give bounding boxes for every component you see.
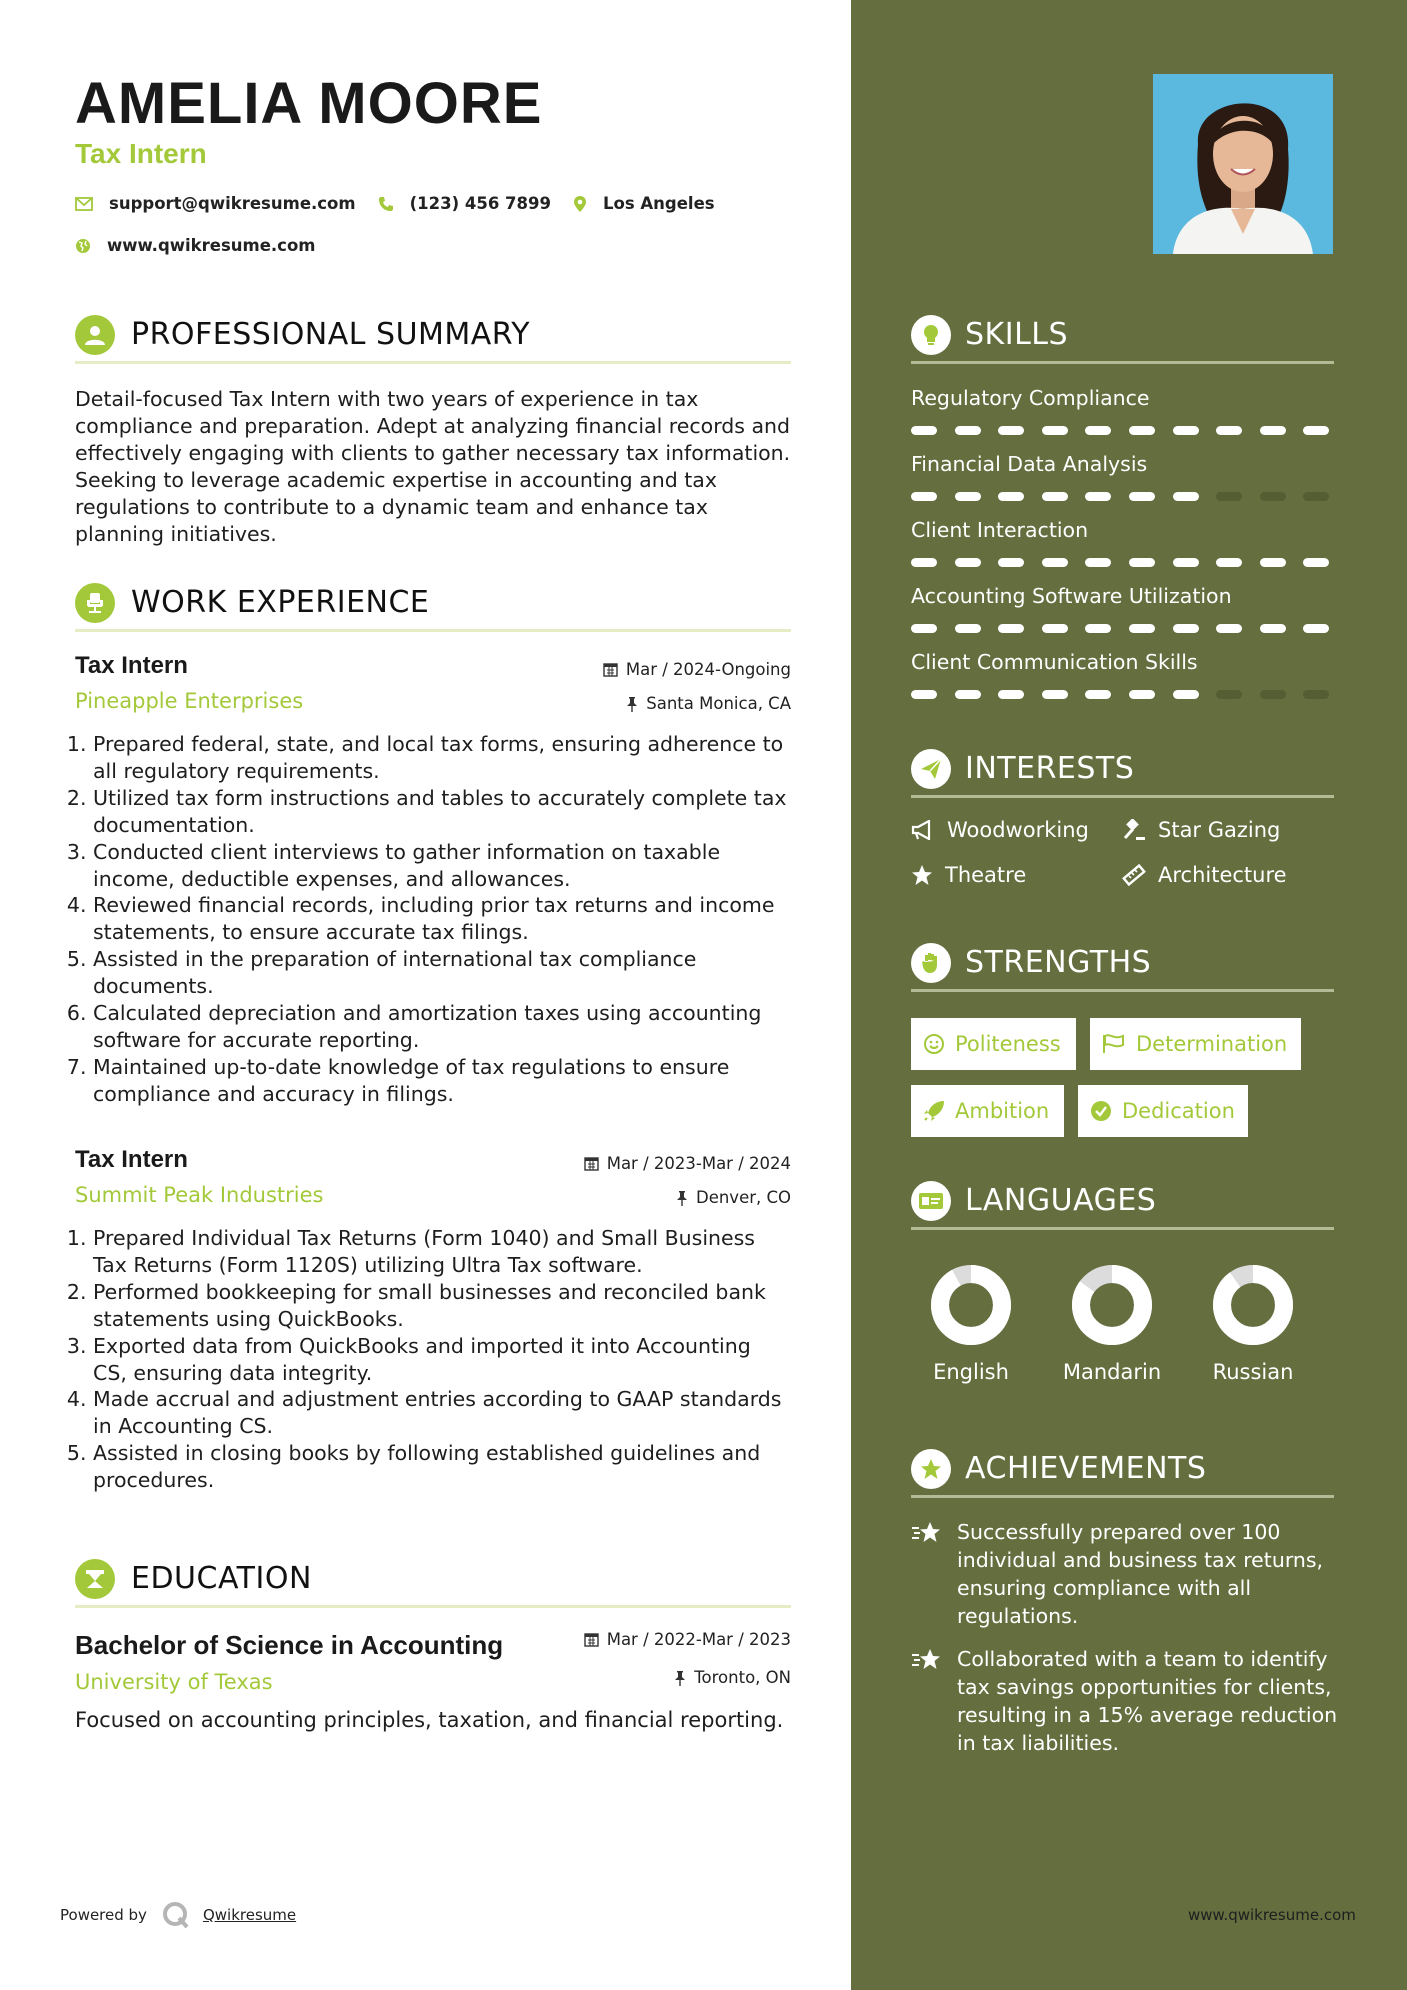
language-name: Russian [1212,1360,1294,1384]
skill-dot [1129,426,1155,435]
skill-dot [1216,558,1242,567]
skill-dot [955,426,981,435]
skill-dot [1303,558,1329,567]
skill-dot [955,558,981,567]
graduation-icon [75,1559,115,1599]
list-item: 2. Performed bookkeeping for small businesses and reconciled bank statements using QuickBooks. [93,1279,791,1333]
contact-row [75,194,737,213]
user-icon [75,315,115,355]
skill-dot [955,624,981,633]
website-text: www.qwikresume.com [107,236,316,255]
skill-dot [911,492,937,501]
skill-dot [1042,492,1068,501]
skill-dot [1042,690,1068,699]
skill-rating [911,492,1334,501]
degree-title: Bachelor of Science in Accounting [75,1630,504,1660]
gavel-icon [1122,819,1146,841]
skill-dot [1085,558,1111,567]
strength-badge: Ambition [911,1085,1064,1137]
strengths-heading [911,936,1334,992]
language-item [901,1262,1041,1384]
achievement-item: Collaborated with a team to identify tax savings opportunities for clients, resulting in a 15% average reduction in tax liabilities. [911,1645,1341,1757]
skill-dot [1173,690,1199,699]
contact-website[interactable] [75,236,315,255]
ruler-icon [1122,864,1146,886]
job-entry [75,1146,791,1494]
footer-website[interactable]: www.qwikresume.com [1188,1906,1356,1924]
job-location: Santa Monica, CA [626,694,791,713]
contact-location [573,194,715,213]
skill-dot [1303,426,1329,435]
strengths-title: STRENGTHS [965,945,1152,980]
achievements-heading [911,1442,1334,1498]
skill-dot [955,690,981,699]
list-item: 6. Calculated depreciation and amortization taxes using accounting software for accurate reporting. [93,1000,791,1054]
email-text: support@qwikresume.com [109,194,356,213]
candidate-title: Tax Intern [75,138,207,169]
skill-dot [1085,624,1111,633]
job-date: Mar / 2024-Ongoing [603,660,791,679]
skill-dot [1303,624,1329,633]
education-location: Toronto, ON [674,1668,791,1687]
achievement-item: Successfully prepared over 100 individual and business tax returns, ensuring compliance with all regulations. [911,1518,1341,1630]
skill-dot [1085,690,1111,699]
skill-dot [1216,624,1242,633]
skill-rating [911,690,1334,699]
interest-item: Architecture [1122,863,1287,887]
donut-fill [940,1274,1002,1336]
contact-row-2 [75,236,337,255]
check-circle-icon [1090,1100,1112,1122]
contact-phone[interactable] [378,194,551,213]
education-entry [75,1630,791,1732]
interests-title: INTERESTS [965,751,1135,786]
skill-dot [911,690,937,699]
skill-dot [1173,492,1199,501]
skill-item [911,386,1334,435]
contact-email[interactable] [75,194,356,213]
skill-name: Regulatory Compliance [911,386,1150,410]
job-location: Denver, CO [676,1188,791,1207]
calendar-icon [584,1632,599,1647]
donut-fill [1222,1274,1284,1336]
skill-dot [1303,690,1329,699]
qwikresume-link[interactable]: Qwikresume [202,1906,297,1924]
strength-badge: Politeness [911,1018,1076,1070]
calendar-icon [584,1156,599,1171]
skill-dot [1303,492,1329,501]
strength-badge: Dedication [1078,1085,1248,1137]
pushpin-icon [626,696,638,712]
skill-name: Financial Data Analysis [911,452,1148,476]
skill-dot [1129,690,1155,699]
school-name: University of Texas [75,1670,273,1694]
rocket-icon [923,1100,945,1122]
language-item [1183,1262,1323,1384]
skill-dot [911,558,937,567]
envelope-icon [75,197,93,211]
summary-heading [75,308,791,364]
paper-plane-icon [911,749,951,789]
skill-item [911,584,1334,633]
shooting-star-icon [911,1520,943,1546]
skills-title: SKILLS [965,317,1069,352]
profile-photo [1153,74,1333,254]
list-item: 2. Utilized tax form instructions and tables to accurately complete tax documentation. [93,785,791,839]
skill-dot [911,624,937,633]
bullhorn-icon [911,820,935,840]
skill-dot [1129,492,1155,501]
language-donut [1210,1262,1296,1348]
id-card-icon [911,1181,951,1221]
skill-dot [998,690,1024,699]
interests-heading [911,742,1334,798]
office-chair-icon [75,583,115,623]
map-pin-icon [573,195,587,213]
education-heading [75,1552,791,1608]
list-item: 3. Conducted client interviews to gather information on taxable income, deductible expenses, and allowances. [93,839,791,893]
globe-icon [75,238,91,254]
award-star-icon [911,1449,951,1489]
achievements-title: ACHIEVEMENTS [965,1451,1207,1486]
list-item: 1. Prepared Individual Tax Returns (Form 1040) and Small Business Tax Returns (Form 1120S) utilizing Ultra Tax software. [93,1225,791,1279]
job-entry [75,652,791,1108]
skill-dot [1173,426,1199,435]
pushpin-icon [674,1670,686,1686]
skill-dot [1129,558,1155,567]
education-title: EDUCATION [131,1561,312,1596]
job-company: Pineapple Enterprises [75,689,304,713]
language-name: English [933,1360,1009,1384]
skill-dot [1042,558,1068,567]
language-item [1042,1262,1182,1384]
skill-dot [1173,558,1199,567]
experience-title: WORK EXPERIENCE [131,585,430,620]
lightbulb-icon [911,315,951,355]
job-date: Mar / 2023-Mar / 2024 [584,1154,791,1173]
summary-title: PROFESSIONAL SUMMARY [131,317,531,352]
languages-heading [911,1174,1334,1230]
list-item: 5. Assisted in the preparation of international tax compliance documents. [93,946,791,1000]
list-item: 5. Assisted in closing books by following established guidelines and procedures. [93,1440,791,1494]
skill-dot [1216,492,1242,501]
skill-dot [1260,492,1286,501]
skill-dot [1129,624,1155,633]
location-text: Los Angeles [602,194,715,213]
candidate-name: AMELIA MOORE [75,71,543,136]
powered-by [60,1900,296,1930]
skill-dot [998,492,1024,501]
pushpin-icon [676,1190,688,1206]
skill-dot [1085,426,1111,435]
powered-by-label: Powered by [60,1906,147,1924]
skill-dot [1260,558,1286,567]
education-description: Focused on accounting principles, taxation, and financial reporting. [75,1708,784,1732]
languages-title: LANGUAGES [965,1183,1157,1218]
interest-item: Theatre [911,863,1026,887]
job-company: Summit Peak Industries [75,1183,324,1207]
skill-rating [911,558,1334,567]
interest-item: Star Gazing [1122,818,1280,842]
skill-dot [1260,624,1286,633]
list-item: 3. Exported data from QuickBooks and imported it into Accounting CS, ensuring data integrity. [93,1333,791,1387]
smile-icon [923,1033,945,1055]
skill-dot [998,426,1024,435]
phone-icon [378,196,394,212]
skill-name: Accounting Software Utilization [911,584,1232,608]
interest-item: Woodworking [911,818,1089,842]
language-donut [1069,1262,1155,1348]
skill-dot [1216,690,1242,699]
skill-dot [1173,624,1199,633]
list-item: 7. Maintained up-to-date knowledge of tax regulations to ensure compliance and accuracy in filings. [93,1054,791,1108]
list-item: 4. Made accrual and adjustment entries according to GAAP standards in Accounting CS. [93,1386,791,1440]
qwikresume-logo-icon [161,1900,191,1930]
hand-icon [911,943,951,983]
skill-item [911,518,1334,567]
skill-dot [1260,426,1286,435]
skill-item [911,452,1334,501]
job-bullets [75,731,791,1108]
skills-heading [911,308,1334,364]
skill-dot [1260,690,1286,699]
language-donut [928,1262,1014,1348]
list-item: 1. Prepared federal, state, and local tax forms, ensuring adherence to all regulatory requirements. [93,731,791,785]
skill-dot [1042,624,1068,633]
star-icon [911,864,933,886]
strength-badge: Determination [1090,1018,1301,1070]
list-item: 4. Reviewed financial records, including prior tax returns and income statements, to ensure accurate tax filings. [93,892,791,946]
skill-rating [911,624,1334,633]
skill-dot [1085,492,1111,501]
job-bullets [75,1225,791,1494]
language-name: Mandarin [1062,1360,1162,1384]
skill-dot [998,624,1024,633]
skill-item [911,650,1334,699]
skill-rating [911,426,1334,435]
shooting-star-icon [911,1647,943,1673]
phone-text: (123) 456 7899 [409,194,551,213]
education-date: Mar / 2022-Mar / 2023 [584,1630,791,1649]
skill-dot [1042,426,1068,435]
skill-name: Client Communication Skills [911,650,1198,674]
job-title: Tax Intern [75,1146,188,1173]
experience-heading [75,576,791,632]
skill-dot [911,426,937,435]
skill-name: Client Interaction [911,518,1089,542]
job-title: Tax Intern [75,652,188,679]
skill-dot [998,558,1024,567]
skill-dot [955,492,981,501]
skill-dot [1216,426,1242,435]
flag-icon [1102,1034,1126,1054]
summary-text: Detail-focused Tax Intern with two years of experience in tax compliance and preparation. Adept at analyzing financial records and effectively engaging with clients to gather necessary tax information. Seeking to leverage academic expertise in accounting and tax regulations to contribute to a dynamic team and enhance tax planning initiatives. [75,387,791,546]
calendar-icon [603,662,618,677]
